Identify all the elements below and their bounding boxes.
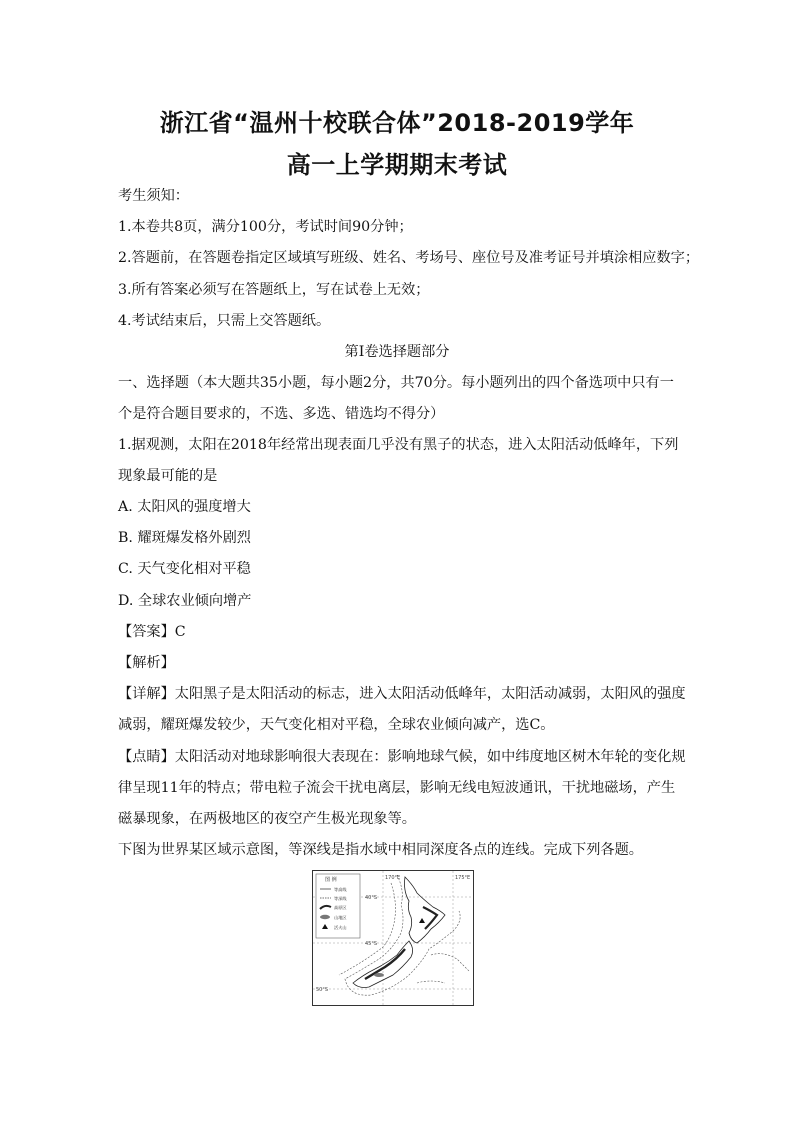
north-island-outline	[405, 877, 446, 943]
detail-text: 【详解】太阳黑子是太阳活动的标志，进入太阳活动低峰年，太阳活动减弱，太阳风的强度	[118, 686, 686, 702]
lon-label: 175°E	[455, 875, 471, 881]
section-title: 第Ⅰ卷选择题部分	[344, 344, 450, 360]
analysis-heading: 【解析】	[118, 655, 175, 671]
lat-label: 45°S	[365, 941, 378, 947]
map-legend	[316, 874, 360, 938]
question-stem: 现象最可能的是	[118, 468, 218, 484]
section-instruction: 个是符合题目要求的，不选、多选、错选均不得分）	[118, 406, 445, 422]
option-c: C. 天气变化相对平稳	[118, 561, 251, 577]
legend-item: 等深线	[334, 896, 347, 901]
notice-item: 3.所有答案必须写在答题纸上，写在试卷上无效；	[118, 282, 430, 298]
lat-label: 50°S	[316, 987, 329, 993]
legend-item: 山地区	[334, 915, 347, 920]
option-d: D. 全球农业倾向增产	[118, 593, 252, 609]
page-title-line1: 浙江省“温州十校联合体”2018-2019学年	[159, 109, 635, 137]
region-map	[313, 871, 473, 1005]
lat-label: 40°S	[365, 895, 378, 901]
page-title-line2: 高一上学期期末考试	[286, 151, 508, 179]
notice-item: 2.答题前，在答题卷指定区域填写班级、姓名、考场号、座位号及准考证号并填涂相应数字；	[118, 250, 700, 266]
question-stem: 1.据观测，太阳在2018年经常出现表面几乎没有黑子的状态，进入太阳活动低峰年，下列	[118, 437, 679, 453]
tip-text: 磁暴现象，在两极地区的夜空产生极光现象等。	[118, 811, 416, 827]
tip-text: 【点睛】太阳活动对地球影响很大表现在：影响地球气候，如中纬度地区树木年轮的变化规	[118, 749, 686, 765]
notice-item: 4.考试结束后，只需上交答题纸。	[118, 313, 331, 329]
legend-item: 高原区	[334, 905, 347, 910]
option-a: A. 太阳风的强度增大	[118, 499, 251, 515]
option-b: B. 耀斑爆发格外剧烈	[118, 530, 251, 546]
notice-heading: 考生须知：	[118, 188, 189, 204]
section-instruction: 一、选择题（本大题共35小题，每小题2分，共70分。每小题列出的四个备选项中只有一	[118, 375, 674, 391]
answer: 【答案】C	[118, 624, 186, 640]
tip-text: 律呈现11年的特点；带电粒子流会干扰电离层，影响无线电短波通讯，干扰地磁场，产生	[118, 780, 676, 796]
legend-item: 等高线	[334, 887, 347, 892]
legend-item: 活火山	[334, 925, 347, 930]
detail-text: 减弱，耀斑爆发较少，天气变化相对平稳，全球农业倾向减产，选C。	[118, 717, 555, 733]
legend-title: 图 例	[325, 877, 337, 883]
region-map-figure	[312, 870, 474, 1006]
lon-label: 170°E	[385, 875, 401, 881]
figure-intro: 下图为世界某区域示意图，等深线是指水域中相同深度各点的连线。完成下列各题。	[118, 842, 643, 858]
notice-item: 1.本卷共8页，满分100分，考试时间90分钟；	[118, 219, 413, 235]
